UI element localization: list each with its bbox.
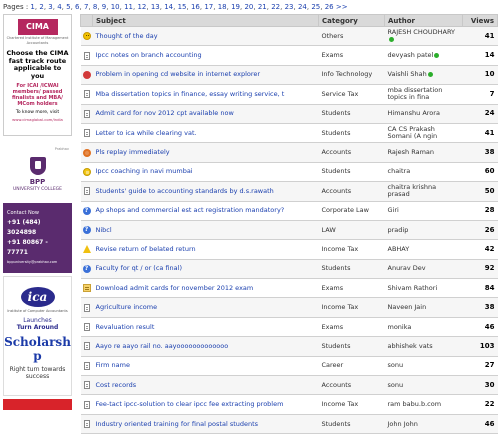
pager-link-14[interactable]: 14 bbox=[164, 3, 174, 11]
topic-views: 103 bbox=[463, 337, 498, 356]
topic-category[interactable]: Students bbox=[319, 162, 385, 181]
row-icon-cell bbox=[81, 65, 93, 84]
document-icon bbox=[84, 323, 90, 331]
topic-author-link[interactable]: chaitra krishna prasad bbox=[387, 183, 437, 199]
topic-author-link[interactable]: Vaishli Shah bbox=[387, 70, 427, 79]
cima-offer: For ICAI /ICWAI members/ passed finalists and MBA/ MCom holders bbox=[12, 83, 63, 107]
topic-category[interactable]: Income Tax bbox=[319, 395, 385, 414]
topic-views: 60 bbox=[463, 162, 498, 181]
topic-views: 28 bbox=[463, 201, 498, 220]
table-row bbox=[81, 65, 498, 84]
topic-author-link[interactable]: pradip bbox=[387, 225, 409, 234]
topic-author-link[interactable]: Naveen Jain bbox=[387, 303, 427, 312]
topic-author-cell bbox=[385, 46, 463, 65]
topic-subject-link[interactable]: Cost records bbox=[93, 376, 319, 395]
pager-link-11[interactable]: 11 bbox=[124, 3, 134, 11]
topic-author-cell bbox=[385, 104, 463, 123]
header-icon-col bbox=[81, 15, 93, 27]
topic-author-cell bbox=[385, 27, 463, 46]
topic-views: 27 bbox=[463, 356, 498, 375]
row-icon-cell bbox=[81, 162, 93, 181]
table-row bbox=[81, 220, 498, 239]
document-icon bbox=[84, 187, 90, 195]
table-row bbox=[81, 46, 498, 65]
pager-link-9[interactable]: 9 bbox=[101, 3, 107, 11]
document-icon bbox=[84, 381, 90, 389]
pager-separator: , bbox=[34, 3, 40, 11]
document-icon bbox=[84, 342, 90, 350]
topic-author-link[interactable]: Shivam Rathori bbox=[387, 283, 438, 292]
topic-category[interactable]: Students bbox=[319, 414, 385, 433]
pager-link-2[interactable]: 2 bbox=[39, 3, 44, 11]
topic-author-cell bbox=[385, 220, 463, 239]
pager-label: Pages : bbox=[3, 3, 29, 11]
pager-next-link[interactable]: >> bbox=[335, 3, 348, 11]
table-row bbox=[81, 376, 498, 395]
pager-link-15[interactable]: 15 bbox=[177, 3, 187, 11]
cima-url[interactable]: www.cimaglobal.com/india bbox=[12, 116, 63, 122]
smiley-icon bbox=[83, 32, 91, 40]
pager-link-20[interactable]: 20 bbox=[244, 3, 254, 11]
pager-separator: , bbox=[186, 3, 191, 11]
pager-separator: , bbox=[226, 3, 232, 11]
pager-link-17[interactable]: 17 bbox=[204, 3, 214, 11]
warning-icon bbox=[83, 245, 91, 253]
topic-subject-link[interactable]: Ap shops and commercial est act registration mandatory? bbox=[93, 201, 319, 220]
topic-views: 41 bbox=[463, 123, 498, 142]
table-row bbox=[81, 414, 498, 433]
online-status-icon bbox=[428, 72, 433, 77]
topic-author-cell bbox=[385, 201, 463, 220]
row-icon-cell bbox=[81, 279, 93, 298]
pager-separator: , bbox=[70, 3, 76, 11]
pager-separator: , bbox=[293, 3, 298, 11]
pager-separator: , bbox=[320, 3, 325, 11]
topic-category[interactable]: LAW bbox=[319, 220, 385, 239]
row-icon-cell bbox=[81, 414, 93, 433]
topic-author-link[interactable]: Giri bbox=[387, 206, 399, 215]
question-icon: ? bbox=[83, 265, 91, 273]
pager bbox=[3, 2, 497, 12]
topic-category[interactable]: Accounts bbox=[319, 376, 385, 395]
topic-author-link[interactable]: sonu bbox=[387, 380, 404, 389]
table-header-row bbox=[81, 15, 498, 27]
table-row bbox=[81, 259, 498, 278]
document-icon bbox=[84, 90, 90, 98]
table-row bbox=[81, 143, 498, 162]
pager-link-7[interactable]: 7 bbox=[83, 3, 89, 11]
topic-category[interactable]: Students bbox=[319, 104, 385, 123]
topic-subject-link[interactable]: Thought of the day bbox=[93, 27, 319, 46]
topic-author-link[interactable]: CA CS Prakash Somani (A ngin bbox=[387, 125, 438, 141]
row-icon-cell bbox=[81, 337, 93, 356]
topic-subject-link[interactable]: Aayo re aayo rail no. aayooooooooooooo bbox=[93, 337, 319, 356]
pager-separator: , bbox=[88, 3, 93, 11]
topic-author-cell bbox=[385, 162, 463, 181]
topic-category[interactable]: Exams bbox=[319, 46, 385, 65]
topic-views: 22 bbox=[463, 395, 498, 414]
question-icon: ? bbox=[83, 226, 91, 234]
topic-category[interactable]: Career bbox=[319, 356, 385, 375]
pager-separator: , bbox=[106, 3, 111, 11]
topic-author-cell bbox=[385, 395, 463, 414]
topic-author-cell bbox=[385, 356, 463, 375]
table-row bbox=[81, 298, 498, 317]
topic-author-link[interactable]: Rajesh Raman bbox=[387, 148, 435, 157]
pager-separator: , bbox=[253, 3, 258, 11]
pager-link-13[interactable]: 13 bbox=[150, 3, 160, 11]
cima-logo: CIMA bbox=[18, 19, 58, 35]
topic-category[interactable]: Accounts bbox=[319, 143, 385, 162]
topic-views: 84 bbox=[463, 279, 498, 298]
topic-category[interactable]: Students bbox=[319, 259, 385, 278]
pager-link-18[interactable]: 18 bbox=[217, 3, 227, 11]
bpp-contact-block bbox=[3, 203, 72, 273]
topic-views: 30 bbox=[463, 376, 498, 395]
header-subject[interactable]: Subject bbox=[93, 15, 319, 27]
bpp-ad-top bbox=[3, 145, 72, 203]
pager-separator: , bbox=[240, 3, 245, 11]
pager-link-26[interactable]: 26 bbox=[324, 3, 334, 11]
pager-separator: , bbox=[61, 3, 67, 11]
row-icon-cell bbox=[81, 240, 93, 259]
bpp-name: BPP bbox=[29, 178, 46, 186]
topic-author-link[interactable]: John John bbox=[387, 419, 418, 428]
pager-link-3[interactable]: 3 bbox=[48, 3, 53, 11]
table-row bbox=[81, 123, 498, 142]
pager-link-19[interactable]: 19 bbox=[231, 3, 241, 11]
topic-author-cell bbox=[385, 317, 463, 336]
row-icon-cell bbox=[81, 317, 93, 336]
question-icon: ? bbox=[83, 207, 91, 215]
table-row bbox=[81, 279, 498, 298]
bpp-phone-2: +91 80867 - 77771 bbox=[7, 239, 48, 256]
pager-link-23[interactable]: 23 bbox=[284, 3, 294, 11]
row-icon-cell bbox=[81, 123, 93, 142]
pager-separator: , bbox=[119, 3, 125, 11]
ica-ad[interactable] bbox=[3, 276, 72, 396]
pager-separator: , bbox=[146, 3, 151, 11]
topic-subject-link[interactable]: Problem in opening cd website in internet explorer bbox=[93, 65, 319, 84]
document-icon bbox=[84, 52, 90, 60]
topic-views: 14 bbox=[463, 46, 498, 65]
topic-subject-link[interactable]: Fee-tact ipcc-solution to clear ipcc fee extracting problem bbox=[93, 395, 319, 414]
pager-link-8[interactable]: 8 bbox=[92, 3, 98, 11]
pager-link-22[interactable]: 22 bbox=[271, 3, 281, 11]
topic-views: 7 bbox=[463, 85, 498, 104]
topic-category[interactable]: Income Tax bbox=[319, 298, 385, 317]
topic-author-link[interactable]: RAJESH CHOUDHARY bbox=[387, 28, 456, 37]
topic-category[interactable]: Income Tax bbox=[319, 240, 385, 259]
topic-subject-link[interactable]: Students' guide to accounting standards by d.s.rawath bbox=[93, 182, 319, 201]
topic-views: 92 bbox=[463, 259, 498, 278]
topic-subject-link[interactable]: Faculty for qt / or (ca final) bbox=[93, 259, 319, 278]
brain-icon bbox=[83, 149, 91, 157]
document-icon bbox=[84, 401, 90, 409]
topic-subject-link[interactable]: Mba dissertation topics in finance, essay writing service, t bbox=[93, 85, 319, 104]
topic-subject-link[interactable]: Pls replay immediately bbox=[93, 143, 319, 162]
topic-author-cell bbox=[385, 259, 463, 278]
document-icon bbox=[84, 304, 90, 312]
pager-separator: , bbox=[173, 3, 178, 11]
pager-separator: , bbox=[199, 3, 205, 11]
ica-logo: ica bbox=[21, 287, 55, 307]
pager-separator: , bbox=[79, 3, 84, 11]
topic-views: 46 bbox=[463, 414, 498, 433]
pager-separator: , bbox=[306, 3, 312, 11]
topic-category[interactable]: Exams bbox=[319, 279, 385, 298]
topic-category[interactable]: Accounts bbox=[319, 182, 385, 201]
topic-views: 26 bbox=[463, 220, 498, 239]
forum-topics-table bbox=[80, 14, 498, 434]
row-icon-cell bbox=[81, 85, 93, 104]
topic-author-link[interactable]: monika bbox=[387, 322, 412, 331]
topic-category[interactable]: Service Tax bbox=[319, 85, 385, 104]
table-row bbox=[81, 356, 498, 375]
topic-author-cell bbox=[385, 337, 463, 356]
cima-cta: To know more, visit bbox=[15, 110, 60, 115]
row-icon-cell bbox=[81, 395, 93, 414]
row-icon-cell bbox=[81, 182, 93, 201]
table-row bbox=[81, 162, 498, 181]
red-ad-banner[interactable] bbox=[3, 399, 72, 410]
topic-author-cell bbox=[385, 65, 463, 84]
topic-author-cell bbox=[385, 123, 463, 142]
topic-views: 24 bbox=[463, 104, 498, 123]
bpp-email[interactable]: bppuniversity@prabhav.com bbox=[7, 260, 58, 264]
pager-link-10[interactable]: 10 bbox=[110, 3, 120, 11]
topic-author-link[interactable]: devyash patel bbox=[387, 51, 434, 60]
topic-views: 41 bbox=[463, 27, 498, 46]
row-icon-cell bbox=[81, 220, 93, 239]
ica-line-4: Right turn towards success bbox=[9, 366, 66, 380]
pager-link-25[interactable]: 25 bbox=[311, 3, 321, 11]
topic-category[interactable]: Exams bbox=[319, 317, 385, 336]
table-row bbox=[81, 85, 498, 104]
ica-line-2: Turn Around bbox=[16, 324, 59, 331]
star-icon bbox=[83, 168, 91, 176]
topic-author-link[interactable]: abhishek vats bbox=[387, 341, 433, 350]
bpp-subtitle: UNIVERSITY COLLEGE bbox=[12, 187, 63, 192]
pager-link-24[interactable]: 24 bbox=[297, 3, 307, 11]
topic-author-cell bbox=[385, 298, 463, 317]
row-icon-cell bbox=[81, 143, 93, 162]
topic-subject-link[interactable]: Download admit cards for november 2012 exam bbox=[93, 279, 319, 298]
pager-link-1[interactable]: 1 bbox=[30, 3, 35, 11]
topic-category[interactable]: Students bbox=[319, 123, 385, 142]
pager-link-5[interactable]: 5 bbox=[66, 3, 71, 11]
topic-subject-link[interactable]: Letter to ica while clearing vat. bbox=[93, 123, 319, 142]
topic-subject-link[interactable]: Ipcc coaching in navi mumbai bbox=[93, 162, 319, 181]
online-status-icon bbox=[434, 53, 439, 58]
topic-views: 42 bbox=[463, 240, 498, 259]
header-category[interactable]: Category bbox=[319, 15, 385, 27]
topic-subject-link[interactable]: Revise return of belated return bbox=[93, 240, 319, 259]
topic-subject-link[interactable]: Industry oriented training for final postal students bbox=[93, 414, 319, 433]
row-icon-cell bbox=[81, 104, 93, 123]
topic-author-cell bbox=[385, 85, 463, 104]
bpp-contact-label: Contact Now bbox=[7, 210, 39, 216]
online-status-icon bbox=[389, 37, 394, 42]
cima-headline: Choose the CIMA fast track route applicable to you bbox=[6, 49, 69, 80]
topic-author-cell bbox=[385, 414, 463, 433]
pager-separator: , bbox=[159, 3, 165, 11]
pager-link-21[interactable]: 21 bbox=[257, 3, 267, 11]
ad-column bbox=[0, 14, 78, 410]
pager-separator: , bbox=[280, 3, 285, 11]
topic-views: 46 bbox=[463, 317, 498, 336]
topic-category[interactable]: Corporate Law bbox=[319, 201, 385, 220]
pager-separator: , bbox=[97, 3, 102, 11]
pager-separator: , bbox=[213, 3, 218, 11]
pager-links bbox=[30, 3, 347, 11]
topic-author-cell bbox=[385, 376, 463, 395]
table-row bbox=[81, 395, 498, 414]
topic-views: 38 bbox=[463, 143, 498, 162]
row-icon-cell bbox=[81, 356, 93, 375]
topic-author-link[interactable]: ABHAY bbox=[387, 244, 410, 253]
table-row bbox=[81, 337, 498, 356]
topic-views: 10 bbox=[463, 65, 498, 84]
table-row bbox=[81, 27, 498, 46]
topic-views: 50 bbox=[463, 182, 498, 201]
document-icon bbox=[84, 420, 90, 428]
row-icon-cell bbox=[81, 376, 93, 395]
row-icon-cell bbox=[81, 46, 93, 65]
topic-category[interactable]: Info Technology bbox=[319, 65, 385, 84]
document-icon bbox=[84, 129, 90, 137]
topic-author-link[interactable]: sonu bbox=[387, 361, 404, 370]
pager-link-6[interactable]: 6 bbox=[75, 3, 80, 11]
topic-subject-link[interactable]: Admit card for nov 2012 cpt available now bbox=[93, 104, 319, 123]
table-row bbox=[81, 240, 498, 259]
topic-author-link[interactable]: Anurav Dev bbox=[387, 264, 426, 273]
pager-separator: , bbox=[52, 3, 58, 11]
pager-link-12[interactable]: 12 bbox=[137, 3, 147, 11]
row-icon-cell bbox=[81, 27, 93, 46]
topic-author-link[interactable]: chaitra bbox=[387, 167, 411, 176]
document-icon bbox=[84, 362, 90, 370]
topic-author-cell bbox=[385, 279, 463, 298]
topic-category[interactable]: Students bbox=[319, 337, 385, 356]
brain-icon bbox=[83, 71, 91, 79]
pager-link-16[interactable]: 16 bbox=[190, 3, 200, 11]
table-row bbox=[81, 201, 498, 220]
topic-author-link[interactable]: mba dissertation topics in fina bbox=[387, 86, 443, 102]
ica-line-3: Scholarsh p bbox=[4, 335, 71, 363]
cima-ad[interactable] bbox=[3, 14, 72, 136]
bpp-shield-icon bbox=[30, 157, 46, 175]
bpp-ad[interactable] bbox=[3, 145, 72, 273]
topic-subject-link[interactable]: Firm name bbox=[93, 356, 319, 375]
document-icon bbox=[84, 110, 90, 118]
topic-author-link[interactable]: Himanshu Arora bbox=[387, 109, 440, 118]
row-icon-cell bbox=[81, 298, 93, 317]
topic-author-cell bbox=[385, 143, 463, 162]
table-row bbox=[81, 104, 498, 123]
cima-subtitle: Chartered Institute of Management Accountants bbox=[6, 36, 69, 45]
bpp-tag: Prabhav bbox=[54, 147, 69, 151]
pager-separator: , bbox=[266, 3, 272, 11]
topic-subject-link[interactable]: Ipcc notes on branch accounting bbox=[93, 46, 319, 65]
table-row bbox=[81, 182, 498, 201]
row-icon-cell bbox=[81, 201, 93, 220]
topic-subject-link[interactable]: Revaluation result bbox=[93, 317, 319, 336]
table-row bbox=[81, 317, 498, 336]
pager-separator: , bbox=[133, 3, 138, 11]
ica-subtitle: Institute of Computer Accountants bbox=[7, 309, 68, 313]
topic-subject-link[interactable]: Nibcl bbox=[93, 220, 319, 239]
notepad-icon bbox=[83, 284, 91, 292]
ica-line-1: Launches bbox=[23, 317, 52, 324]
pager-separator: , bbox=[43, 3, 49, 11]
pager-link-4[interactable]: 4 bbox=[57, 3, 62, 11]
topic-views: 38 bbox=[463, 298, 498, 317]
topic-subject-link[interactable]: Agriculture income bbox=[93, 298, 319, 317]
table-body bbox=[81, 27, 498, 434]
topic-author-link[interactable]: ram babu.b.com bbox=[387, 400, 442, 409]
header-views[interactable]: Views bbox=[463, 15, 498, 27]
header-author[interactable]: Author bbox=[385, 15, 463, 27]
topic-category[interactable]: Others bbox=[319, 27, 385, 46]
topic-author-cell bbox=[385, 240, 463, 259]
topic-author-cell bbox=[385, 182, 463, 201]
bpp-phone-1: +91 (484) 3024898 bbox=[7, 219, 41, 236]
row-icon-cell bbox=[81, 259, 93, 278]
